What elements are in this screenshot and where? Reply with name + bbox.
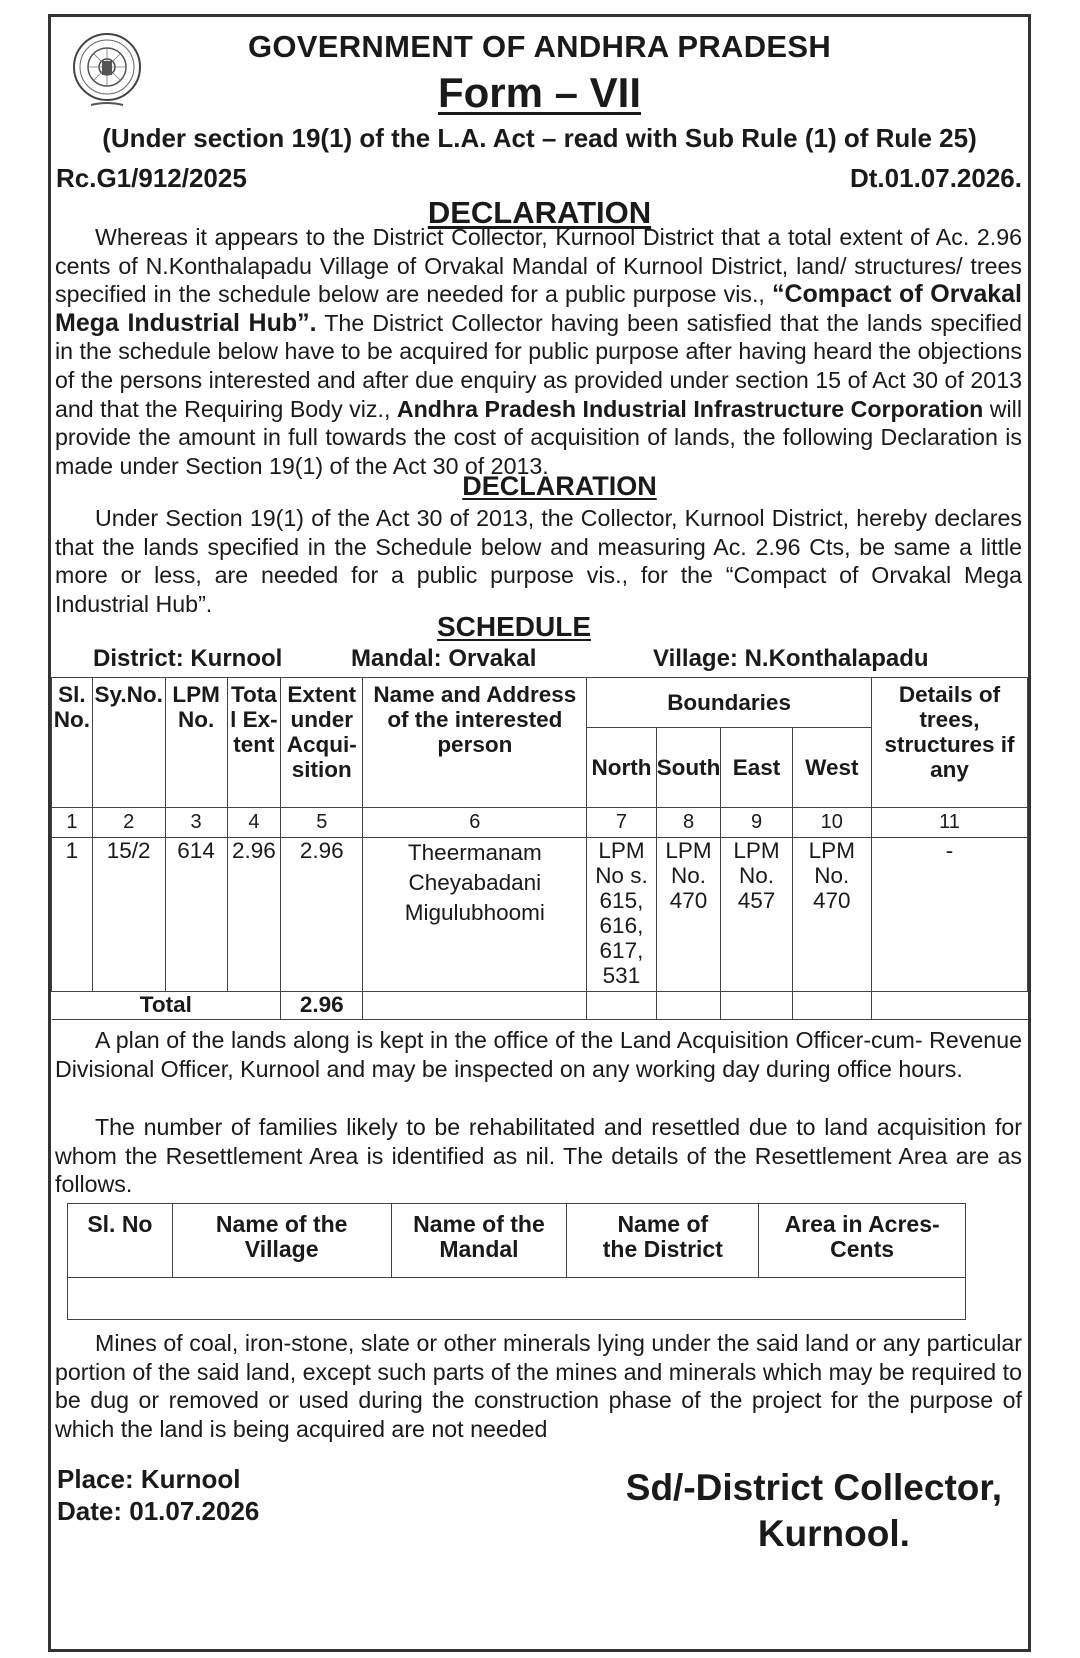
header-resettle-district: Name of the District — [567, 1204, 759, 1278]
header-boundaries: Boundaries — [587, 678, 872, 728]
declaration-heading-2: DECLARATION — [462, 471, 657, 501]
declaration-heading-1: DECLARATION — [427, 195, 652, 230]
table-row — [68, 1278, 966, 1320]
requiring-body: Andhra Pradesh Industrial Infrastructure Corporation — [396, 395, 984, 422]
footer-place: Place: Kurnool — [57, 1464, 241, 1494]
reference-number: Rc.G1/912/2025 — [56, 163, 247, 193]
schedule-heading: SCHEDULE — [437, 611, 592, 642]
mines-paragraph: Mines of coal, iron-stone, slate or other minerals lying under the said land or any particular portion of the said land, except such parts of the mines and minerals which may be required to be dug or removed or used during the construction phase of the project for the purpose of which the land is being acquired are not needed — [55, 1330, 1022, 1442]
header-south: South — [656, 728, 721, 808]
schedule-village: Village: N.Konthalapadu — [653, 645, 929, 672]
total-value: 2.96 — [281, 992, 363, 1020]
cell-details: - — [871, 838, 1027, 992]
header-resettle-mandal: Name of the Mandal — [391, 1204, 567, 1278]
header-resettle-village: Name of the Village — [172, 1204, 391, 1278]
signatory-block — [626, 1465, 1002, 1557]
signatory-line-2: Kurnool. — [757, 1513, 910, 1554]
cell-extent: 2.96 — [281, 838, 363, 992]
project-name: “Compact of Orvakal Mega Industrial Hub”. — [55, 280, 1023, 337]
cell-total-extent: 2.96 — [227, 838, 281, 992]
total-row — [52, 992, 1028, 1020]
form-title: Form – VII — [437, 69, 642, 116]
header-total-extent: Tota l Ex- tent — [227, 678, 281, 808]
cell-lpm: 614 — [165, 838, 227, 992]
cell-sl: 1 — [52, 838, 93, 992]
header-west: West — [792, 728, 871, 808]
total-label: Total — [52, 992, 281, 1020]
government-title: GOVERNMENT OF ANDHRA PRADESH — [247, 29, 832, 64]
header-lpm-no: LPM No. — [165, 678, 227, 808]
cell-north: LPM No s. 615, 616, 617, 531 — [587, 838, 656, 992]
resettlement-table — [67, 1203, 966, 1320]
header-east: East — [721, 728, 792, 808]
notice-date: Dt.01.07.2026. — [849, 163, 1022, 193]
header-resettle-area: Area in Acres-Cents — [759, 1204, 966, 1278]
form-subtitle: (Under section 19(1) of the L.A. Act – read with Sub Rule (1) of Rule 25) — [102, 123, 977, 153]
column-number-row: 1 2 3 4 5 6 7 8 9 10 11 — [52, 808, 1028, 838]
header-north: North — [587, 728, 656, 808]
schedule-table — [51, 677, 1028, 1020]
declaration-paragraph-2: Under Section 19(1) of the Act 30 of 2013, the Collector, Kurnool District, hereby declares that the lands specified in the Schedule below and measuring Ac. 2.96 Cts, be same a little more or less, are needed for a public purpose vis., for the “Compact of Orvakal Mega Industrial Hub”. — [55, 505, 1022, 617]
place-date-block — [57, 1463, 259, 1527]
cell-east: LPM No. 457 — [721, 838, 792, 992]
signatory-line-1: Sd/-District Collector, — [625, 1467, 1002, 1508]
notice-page — [48, 14, 1031, 1652]
declaration-paragraph-1: Whereas it appears to the District Collector, Kurnool District that a total extent of Ac. 2.96 cents of N.Konthalapadu Village of Orvakal Mandal of Kurnool District, land/ structures/ trees specified in the schedule below are needed for a public purpose vis., “Compact of Orvakal Mega Industrial Hub”. The District Collector having been satisfied that the lands specified in the schedule below have to be acquired for public purpose after having heard the objections of the persons interested and after due enquiry as provided under section 15 of Act 30 of 2013 and that the Requiring Body viz., Andhra Pradesh Industrial Infrastructure Corporation will provide the amount in full towards the cost of acquisition of lands, the following Declaration is made under Section 19(1) of the Act 30 of 2013. — [55, 224, 1023, 479]
header-resettle-sl: Sl. No — [68, 1204, 173, 1278]
cell-south: LPM No. 470 — [656, 838, 721, 992]
header-interested-person: Name and Address of the interested person — [363, 678, 587, 808]
cell-interested-person: Theermanam Cheyabadani Migulubhoomi — [363, 838, 587, 992]
cell-west: LPM No. 470 — [792, 838, 871, 992]
schedule-district: District: Kurnool — [93, 645, 283, 672]
table-row — [52, 838, 1028, 992]
cell-sy: 15/2 — [92, 838, 165, 992]
header-sl-no: Sl. No. — [52, 678, 93, 808]
header-sy-no: Sy.No. — [92, 678, 165, 808]
schedule-mandal: Mandal: Orvakal — [351, 645, 537, 672]
plan-paragraph: A plan of the lands along is kept in the office of the Land Acquisition Officer-cum- Revenue Divisional Officer, Kurnool and may be inspected on any working day during office hours. — [55, 1027, 1022, 1082]
header-details: Details of trees, structures if any — [871, 678, 1027, 808]
footer-date: Date: 01.07.2026 — [57, 1496, 260, 1526]
families-paragraph: The number of families likely to be rehabilitated and resettled due to land acquisition for whom the Resettlement Area is identified as nil. The details of the Resettlement Area are as follows. — [55, 1114, 1022, 1198]
header-extent-under-acquisition: Extent under Acqui- sition — [281, 678, 363, 808]
